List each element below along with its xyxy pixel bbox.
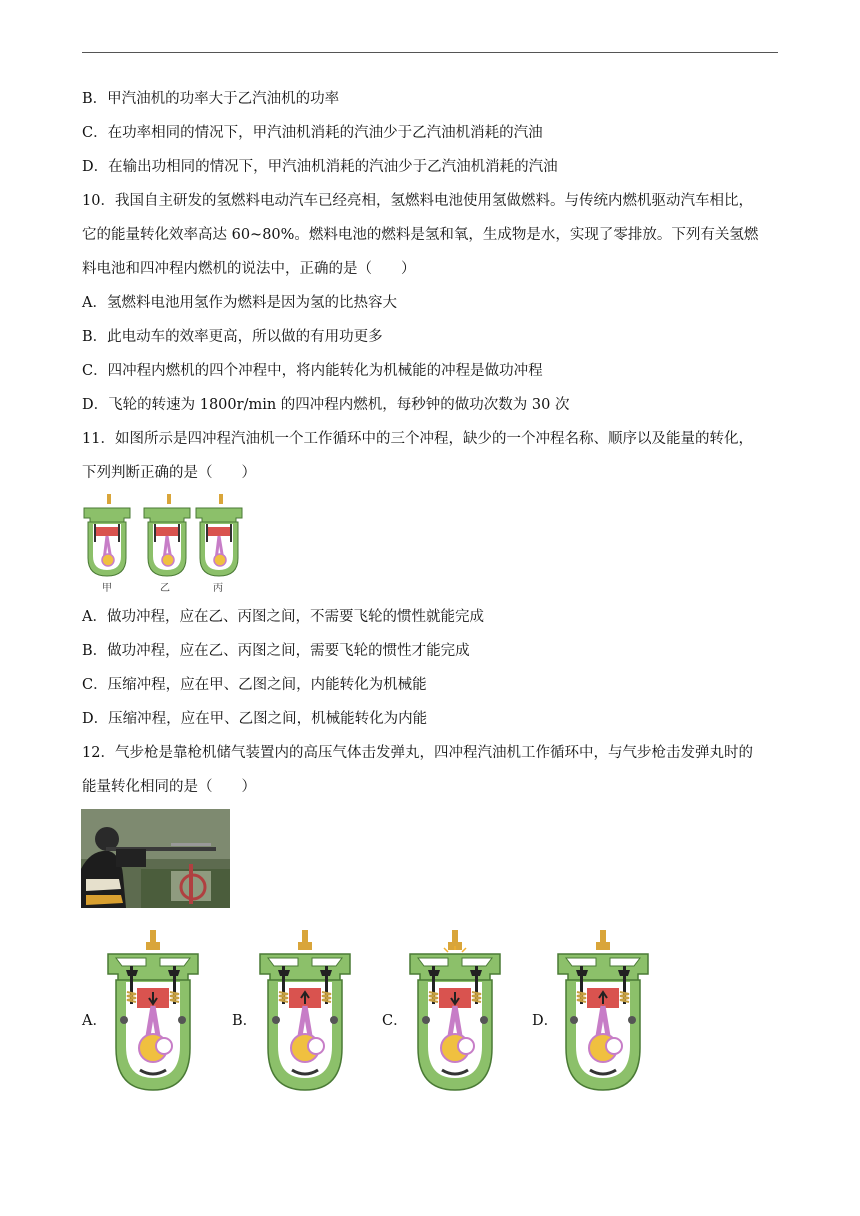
q11-engine-figure: [80, 494, 260, 594]
q12-engine-a: [102, 930, 206, 1095]
q11-stem-line-1: 11．如图所示是四冲程汽油机一个工作循环中的三个冲程，缺少的一个冲程名称、顺序以及能量的转化，: [82, 431, 753, 447]
q9-option-d: D．在输出功相同的情况下，甲汽油机消耗的汽油少于乙汽油机消耗的汽油: [82, 159, 558, 175]
q9-option-c: C．在功率相同的情况下，甲汽油机消耗的汽油少于乙汽油机消耗的汽油: [82, 125, 543, 141]
fig11-label-jia: 甲: [102, 583, 112, 594]
q10-stem-line-3: 料电池和四冲程内燃机的说法中，正确的是（ ）: [82, 261, 416, 277]
q12-stem-line-2: 能量转化相同的是（ ）: [82, 779, 256, 795]
q12-engine-d: [552, 930, 656, 1095]
q12-stem-line-1: 12．气步枪是靠枪机储气装置内的高压气体击发弹丸，四冲程汽油机工作循环中，与气步枪击发弹丸时的: [82, 745, 753, 761]
q12-option-a-label: A．: [82, 1013, 107, 1029]
q11-stem-line-2: 下列判断正确的是（ ）: [82, 465, 256, 481]
q12-engine-c: [404, 930, 508, 1095]
fig11-label-bing: 丙: [213, 583, 223, 594]
q11-option-d: D．压缩冲程，应在甲、乙图之间，机械能转化为内能: [82, 711, 428, 727]
q10-option-a: A．氢燃料电池用氢作为燃料是因为氢的比热容大: [82, 295, 397, 311]
q10-option-c: C．四冲程内燃机的四个冲程中，将内能转化为机械能的冲程是做功冲程: [82, 363, 543, 379]
q10-option-b: B．此电动车的效率更高，所以做的有用功更多: [82, 329, 383, 345]
q9-option-b: B．甲汽油机的功率大于乙汽油机的功率: [82, 91, 340, 107]
header-rule: [82, 52, 778, 53]
q11-option-a: A．做功冲程，应在乙、丙图之间，不需要飞轮的惯性就能完成: [82, 609, 484, 625]
q12-option-b-label: B．: [232, 1013, 258, 1029]
q12-engine-b: [254, 930, 358, 1095]
q12-option-d-label: D．: [532, 1013, 559, 1029]
q10-stem-line-2: 它的能量转化效率高达 60~80%。燃料电池的燃料是氢和氧，生成物是水，实现了零排放。下列有关氢燃: [82, 227, 759, 243]
q11-option-b: B．做功冲程，应在乙、丙图之间，需要飞轮的惯性才能完成: [82, 643, 470, 659]
q11-option-c: C．压缩冲程，应在甲、乙图之间，内能转化为机械能: [82, 677, 427, 693]
fig11-label-yi: 乙: [160, 583, 170, 594]
q10-stem-line-1: 10．我国自主研发的氢燃料电动汽车已经亮相，氢燃料电池使用氢做燃料。与传统内燃机驱动汽车相比，: [82, 193, 753, 209]
q12-option-c-label: C．: [382, 1013, 408, 1029]
air-rifle-shooter-photo: [81, 809, 230, 908]
q10-option-d: D．飞轮的转速为 1800r/min 的四冲程内燃机，每秒钟的做功次数为 30 次: [82, 397, 570, 413]
